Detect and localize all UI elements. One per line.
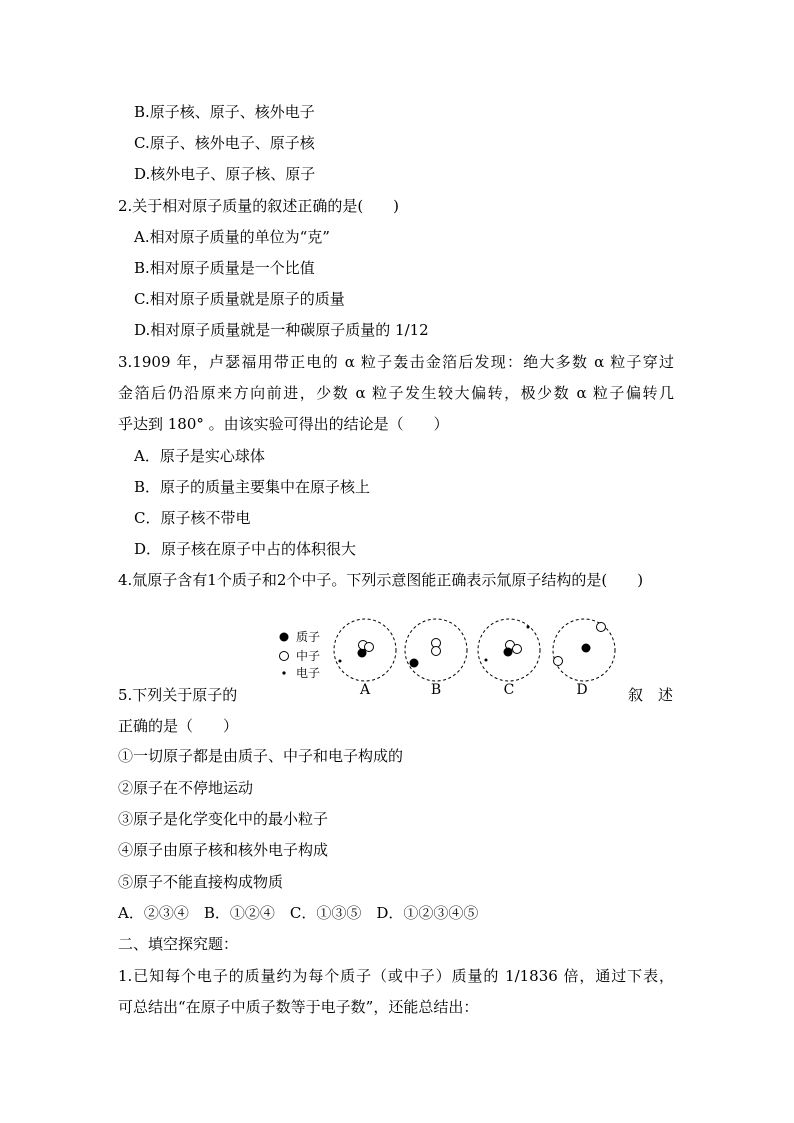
- q3-option-a: A．原子是实心球体: [134, 447, 265, 465]
- q3-option-b: B．原子的质量主要集中在原子核上: [134, 478, 371, 496]
- electron: [485, 659, 488, 662]
- q2-option-a: A.相对原子质量的单位为“克”: [134, 228, 330, 246]
- neutron: [513, 645, 522, 654]
- q5-stem-line-2: 正确的是（ ）: [118, 717, 239, 735]
- q3-stem-line-2: 金箔后仍沿原来方向前进，少数 α 粒子发生较大偏转，极少数 α 粒子偏转几: [118, 384, 674, 402]
- atom-option-a: [334, 619, 396, 698]
- q2-stem: 2.关于相对原子质量的叙述正确的是( ): [118, 197, 400, 215]
- section-2-q1-line-2: 可总结出“在原子中质子数等于电子数”，还能总结出：: [118, 998, 479, 1016]
- q5-statement-2: ②原子在不停地运动: [118, 779, 254, 797]
- section-2-heading: 二、填空探究题：: [118, 935, 239, 953]
- q5-statement-3: ③原子是化学变化中的最小粒子: [118, 810, 329, 828]
- q1-option-b: B.原子核、原子、核外电子: [134, 103, 315, 121]
- electron-legend-icon: [282, 671, 285, 674]
- q3-option-c: C．原子核不带电: [134, 509, 251, 527]
- proton: [504, 648, 513, 657]
- neutron-legend-icon: [280, 652, 289, 661]
- neutron: [597, 623, 606, 632]
- atom-structure-diagram: [276, 614, 671, 700]
- q4-stem: 4.氚原子含有1个质子和2个中子。下列示意图能正确表示氚原子结构的是( ): [118, 571, 644, 589]
- neutron: [365, 643, 374, 652]
- neutron: [554, 657, 563, 666]
- electron: [339, 660, 342, 663]
- q3-stem-line-3: 乎达到 180° 。由该实验可得出的结论是（ ）: [118, 415, 449, 433]
- q5-answer-choices: A．②③④ B．①②④ C．①③⑤ D．①②③④⑤: [118, 904, 479, 922]
- q5-statement-5: ⑤原子不能直接构成物质: [118, 873, 284, 891]
- electron: [527, 626, 530, 629]
- neutron: [432, 647, 441, 656]
- q5-statement-1: ①一切原子都是由质子、中子和电子构成的: [118, 747, 404, 765]
- q2-option-b: B.相对原子质量是一个比值: [134, 259, 315, 277]
- atom-option-b: [405, 619, 467, 698]
- proton: [410, 659, 419, 668]
- legend-proton-label: 质子: [296, 630, 321, 644]
- legend-neutron-label: 中子: [296, 649, 321, 663]
- proton-legend-icon: [280, 633, 289, 642]
- q5-stem-part-1: 5.下列关于原子的: [118, 686, 238, 704]
- section-2-q1-line-1: 1.已知每个电子的质量约为每个质子（或中子）质量的 1/1836 倍，通过下表，: [118, 967, 674, 985]
- option-c-label: C: [503, 682, 515, 698]
- q5-statement-4: ④原子由原子核和核外电子构成: [118, 841, 329, 859]
- option-a-label: A: [359, 682, 371, 698]
- q2-option-c: C.相对原子质量就是原子的质量: [134, 290, 345, 308]
- option-d-label: D: [576, 682, 588, 698]
- q3-stem-line-1: 3.1909 年，卢瑟福用带正电的 α 粒子轰击金箔后发现：绝大多数 α 粒子穿过: [118, 353, 674, 371]
- legend: [280, 629, 321, 680]
- atom-option-c: [478, 619, 540, 698]
- proton: [582, 644, 591, 653]
- q3-option-d: D．原子核在原子中占的体积很大: [134, 540, 357, 558]
- legend-electron-label: 电子: [296, 666, 321, 680]
- option-b-label: B: [430, 682, 442, 698]
- q1-option-d: D.核外电子、原子核、原子: [134, 165, 316, 183]
- q2-option-d: D.相对原子质量就是一种碳原子质量的 1/12: [134, 321, 429, 339]
- atom-option-d: [553, 619, 615, 698]
- q5-stem-part-2: 叙 述: [628, 686, 674, 704]
- q1-option-c: C.原子、核外电子、原子核: [134, 134, 315, 152]
